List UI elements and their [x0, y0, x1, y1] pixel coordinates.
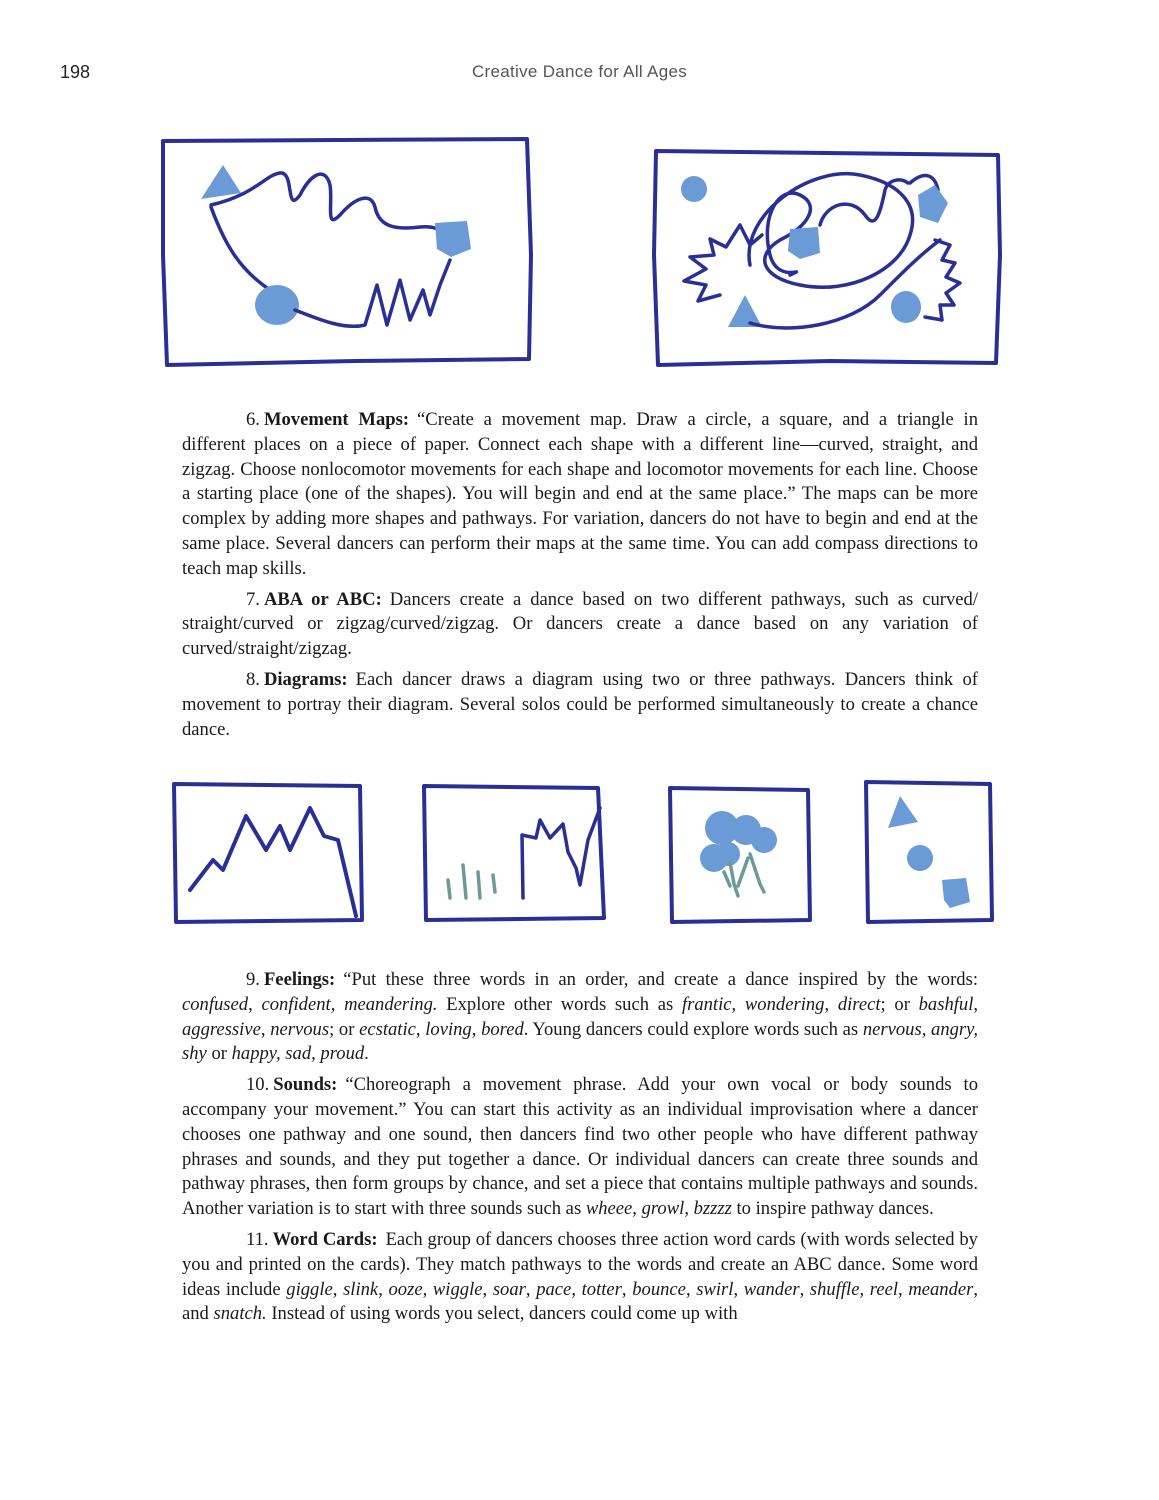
italic-word: wondering	[744, 993, 825, 1015]
italic-word: snatch.	[213, 1303, 267, 1325]
body-text: ,	[422, 1278, 433, 1300]
body-text: ; or	[329, 1018, 360, 1040]
diagram-drawing-shapes	[860, 776, 1000, 926]
italic-word: confused	[182, 993, 249, 1015]
exercise-6	[182, 408, 978, 582]
exercises-list-part-2	[182, 968, 978, 1333]
body-text: ,	[571, 1278, 582, 1300]
italic-word: slink	[343, 1278, 379, 1300]
body-text: Each group of dancers chooses three action word cards (with words selected by you and printed on the cards). They match pathways to the words and create an ABC dance. Some word ideas include	[182, 1228, 978, 1300]
body-text: or	[206, 1043, 232, 1065]
body-text: ,	[731, 993, 745, 1015]
exercise-number: 11.	[246, 1228, 269, 1250]
zigzag-pathway	[522, 808, 600, 898]
italic-word: frantic	[681, 993, 732, 1015]
italic-word: nervous	[270, 1018, 330, 1040]
exercises-list-part-1	[182, 408, 978, 748]
body-text: ,	[733, 1278, 744, 1300]
italic-word: shuffle	[809, 1278, 860, 1300]
drawing-frame	[424, 786, 604, 920]
body-text: ,	[973, 993, 979, 1015]
exercise-7	[182, 588, 978, 662]
exercise-number: 9.	[246, 969, 260, 990]
diagram-drawing-lines	[418, 780, 613, 925]
triangle-shape	[201, 165, 241, 199]
zigzag-pathway	[295, 260, 450, 326]
italic-word: meandering.	[344, 993, 438, 1015]
body-text: ,	[685, 1278, 697, 1300]
italic-word: bzzzz	[693, 1198, 732, 1220]
italic-word: totter	[581, 1278, 622, 1300]
body-text: ,	[378, 1278, 389, 1300]
exercise-number: 10.	[246, 1074, 270, 1096]
body-text: “Choreograph a movement phrase. Add your own vocal or body sounds to accompany your movement.” You can start this activity as an individual improvisation where a dancer chooses one pathway and one sound, then dancers find two other people who have different pathway phrases and sounds, and they put together a dance. Or individual dancers can create three sounds and pathway phrases, then form groups by chance, and set a piece that contains multiple pathways and sounds. Another variation is to start with three sounds such as	[182, 1074, 978, 1220]
exercise-term: Movement Maps:	[263, 409, 410, 430]
italic-word: aggressive	[182, 1018, 261, 1040]
oval-shape	[891, 291, 921, 323]
italic-word: reel	[869, 1278, 898, 1300]
body-text: ,	[471, 1018, 482, 1040]
flower-5	[716, 842, 740, 866]
drawing-frame	[670, 788, 810, 922]
italic-word: soar	[492, 1278, 526, 1300]
italic-word: confident	[261, 993, 331, 1015]
body-text: ,	[859, 1278, 870, 1300]
diagram-drawing-flowers	[664, 782, 814, 927]
body-text: ,	[330, 993, 345, 1015]
body-text: Each dancer draws a diagram using two or three pathways. Dancers think of movement to portray their diagram. Several solos could be performed simultaneously to create a chance dance.	[182, 668, 978, 740]
body-text: ,	[632, 1198, 642, 1220]
italic-word: loving	[425, 1018, 472, 1040]
diagram-drawing-mountains	[168, 778, 368, 928]
italic-word: wander	[743, 1278, 800, 1300]
italic-word: happy, sad, proud	[231, 1043, 365, 1065]
italic-word: swirl	[696, 1278, 734, 1300]
exercise-number: 8.	[246, 668, 260, 690]
italic-word: bored	[481, 1018, 524, 1040]
italic-word: wiggle	[432, 1278, 483, 1300]
italic-word: nervous, angry, shy	[182, 1018, 979, 1065]
body-text: ,	[621, 1278, 633, 1300]
triangle-shape	[728, 295, 762, 327]
body-text: ,	[799, 1278, 810, 1300]
movement-map-drawing-1	[155, 135, 535, 370]
italic-word: bashful	[918, 993, 974, 1015]
italic-word: pace	[536, 1278, 572, 1300]
curved-pathway	[211, 173, 444, 245]
exercise-term: Word Cards:	[272, 1228, 378, 1250]
exercise-number: 6.	[246, 409, 260, 430]
flower-stems	[724, 854, 764, 896]
drawing-frame	[174, 784, 362, 922]
square-shape	[788, 227, 820, 259]
exercise-11	[182, 1228, 978, 1327]
exercise-10	[182, 1073, 978, 1222]
spiky-pathway	[925, 240, 960, 320]
movement-map-drawing-2	[650, 145, 1005, 370]
italic-word: growl	[641, 1198, 685, 1220]
circle-shape	[255, 285, 299, 325]
body-text: ,	[415, 1018, 426, 1040]
italic-word: bounce	[632, 1278, 686, 1300]
diamond-shape	[918, 185, 948, 223]
body-text: ,	[248, 993, 262, 1015]
straight-pathway	[211, 207, 270, 290]
exercise-term: Sounds:	[273, 1074, 338, 1096]
body-text: ; or	[880, 993, 919, 1015]
body-text: ,	[684, 1198, 694, 1220]
italic-word: wheee	[585, 1198, 633, 1220]
body-text: ,	[824, 993, 838, 1015]
exercise-8	[182, 668, 978, 742]
italic-word: ooze	[388, 1278, 423, 1300]
body-text: Explore other words such as	[437, 993, 682, 1015]
exercise-term: Diagrams:	[263, 668, 348, 690]
loop-pathway	[749, 174, 913, 288]
body-text: “Create a movement map. Draw a circle, a square, and a triangle in different places on a piece of paper. Connect each shape with a different line—curved, straight, and zigzag. Choose nonlocomotor movements for each shape and locomotor movements for each line. Choose a starting place (one of the shapes). You will begin and end at the same place.” The maps can be more complex by adding more shapes and pathways. For variation, dancers do not have to begin and end at the same place. Several dancers can perform their maps at the same time. You can add compass directions to teach map skills.	[182, 409, 979, 579]
exercise-number: 7.	[246, 588, 260, 610]
italic-word: ecstatic	[359, 1018, 416, 1040]
body-text: “Put these three words in an order, and create a dance inspired by the words:	[343, 969, 978, 990]
page-number: 198	[60, 62, 91, 82]
body-text: ,	[898, 1278, 909, 1300]
body-text: .	[364, 1043, 369, 1065]
triangle-shape	[888, 796, 918, 828]
body-text: ,	[260, 1018, 271, 1040]
square-shape	[942, 878, 970, 908]
body-text: . Young dancers could explore words such as	[523, 1018, 863, 1040]
exercise-term: ABA or ABC:	[263, 588, 382, 610]
body-text: Instead of using words you select, dancers could come up with	[266, 1303, 738, 1325]
flower-3	[751, 827, 777, 853]
body-text: to inspire pathway dances.	[731, 1198, 934, 1220]
body-text: , and	[182, 1278, 979, 1325]
zigzag-pathway	[190, 808, 356, 916]
exercise-9	[182, 968, 978, 1067]
circle-shape	[681, 176, 707, 202]
circle-shape	[907, 845, 933, 871]
italic-word: meander	[908, 1278, 974, 1300]
running-title: Creative Dance for All Ages	[471, 62, 688, 81]
vertical-strokes	[448, 865, 495, 898]
body-text: Dancers create a dance based on two different pathways, such as curved/ straight/curved or zigzag/curved/zigzag. Or dancers create a dance based on any variation of curved/straight/zigzag.	[182, 588, 978, 660]
body-text: ,	[332, 1278, 344, 1300]
body-text: ,	[525, 1278, 537, 1300]
italic-word: direct	[837, 993, 881, 1015]
exercise-term: Feelings:	[263, 969, 336, 990]
drawing-frame	[654, 151, 1000, 365]
italic-word: giggle	[286, 1278, 333, 1300]
square-shape	[435, 221, 471, 257]
body-text: ,	[482, 1278, 493, 1300]
